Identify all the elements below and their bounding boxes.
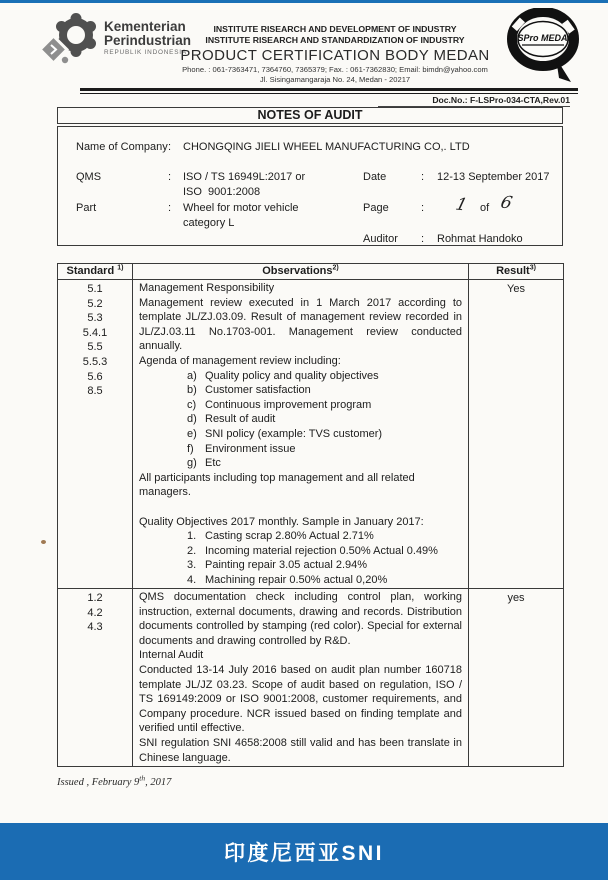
top-blue-bar <box>0 0 608 3</box>
list-item: b) Customer satisfaction <box>187 384 311 397</box>
list-item: 1. Casting scrap 2.80% Actual 2.71% <box>187 530 374 543</box>
lspro-medan-label: LSPro MEDAN <box>511 33 575 43</box>
qms-label: QMS <box>76 171 102 183</box>
standard-clause: 5.6 <box>87 370 103 383</box>
standard-clause: 4.2 <box>87 606 103 619</box>
observations-header-footnote: 2) <box>332 264 339 272</box>
page-of-text: of <box>480 202 490 214</box>
issued-date-line <box>57 773 172 788</box>
institute-line2: INSTITUTE RISEARCH AND STANDARDIZATION OF INDUSTRY <box>205 35 465 45</box>
list-item: c) Continuous improvement program <box>187 398 372 411</box>
standard-clause: 5.1 <box>87 283 103 295</box>
standard-clause: 1.2 <box>87 592 103 604</box>
standard-clause: 5.5.3 <box>82 355 108 368</box>
scan-artifact <box>41 540 46 544</box>
letterhead-center <box>168 24 502 84</box>
date-label: Date <box>363 171 387 183</box>
blank-line <box>139 500 462 515</box>
auditor-value: Rohmat Handoko <box>437 233 523 245</box>
issued-prefix: Issued , February 9 <box>57 777 140 788</box>
page-title: NOTES OF AUDIT <box>257 108 363 122</box>
ministry-name-line2: Perindustrian <box>104 32 192 48</box>
observations-column-header <box>133 264 469 279</box>
observation-text: Internal Audit <box>139 649 204 662</box>
observation-text: QMS documentation check including control plan, working instruction, external documents, drawing and records. Distribution documents controlled by stamping (red color). Special for external documents and drawing controlled by R&D. <box>139 591 462 647</box>
observations-cell <box>133 589 469 766</box>
doc-number: Doc.No.: F-LSPro-034-CTA,Rev.01 <box>378 95 570 107</box>
standard-header-label: Standard <box>66 265 115 277</box>
institute-line1: INSTITUTE RISEARCH AND DEVELOPMENT OF INDUSTRY <box>213 24 457 34</box>
address-line: Jl. Sisingamangaraja No. 24, Medan - 20217 <box>259 74 411 84</box>
issued-suffix: , 2017 <box>145 777 172 788</box>
table-row <box>58 279 563 588</box>
audit-table <box>57 263 564 767</box>
standard-column-header <box>58 264 133 279</box>
audit-info-box <box>57 126 563 246</box>
list-item: 3. Painting repair 3.05 actual 2.94% <box>187 559 368 572</box>
page-label: Page <box>363 202 389 214</box>
issued-ordinal: th <box>139 773 146 783</box>
header-divider <box>80 88 578 94</box>
list-item: d) Result of audit <box>187 413 276 426</box>
list-item: 4. Machining repair 0.50% actual 0,20% <box>187 573 388 586</box>
colon: : <box>168 141 172 153</box>
list-item: g) Etc <box>187 457 221 470</box>
observation-text: Management review executed in 1 March 2017 according to template JL/ZJ.03.09. Result of management review recorded in JL/ZJ.03.11 No.1703-001. Management review conducted annually. <box>139 296 462 353</box>
handwritten-page-current: 1 <box>453 194 470 216</box>
standard-clause: 5.3 <box>87 312 103 325</box>
list-item: 2. Incoming material rejection 0.50% Actual 0.49% <box>187 544 438 557</box>
qms-value-line1: ISO / TS 16949L:2017 or <box>183 171 306 183</box>
company-value: CHONGQING JIELI WHEEL MANUFACTURING CO,. LTD <box>183 141 470 153</box>
standard-clause: 5.2 <box>87 297 103 310</box>
colon: : <box>168 171 172 183</box>
certification-body-name: PRODUCT CERTIFICATION BODY MEDAN <box>180 47 490 64</box>
colon: : <box>421 202 425 214</box>
date-value: 12-13 September 2017 <box>437 171 550 183</box>
result-header-footnote: 3) <box>529 264 536 272</box>
banner-caption: 印度尼西亚SNI <box>223 841 384 865</box>
observation-text: All participants including top management and all related managers. <box>139 471 415 499</box>
handwritten-page-total: 6 <box>498 192 515 214</box>
standard-clause: 4.3 <box>87 621 103 634</box>
standard-header-footnote: 1) <box>117 264 124 272</box>
ministry-subtitle: REPUBLIK INDONESIA <box>104 49 187 56</box>
result-column-header <box>469 264 563 279</box>
list-item: f) Environment issue <box>187 442 296 455</box>
part-label: Part <box>76 202 97 214</box>
result-cell: Yes <box>507 283 525 295</box>
result-cell: yes <box>507 592 525 604</box>
observation-text: Agenda of management review including: <box>139 354 341 367</box>
document-title-box <box>57 107 563 124</box>
table-row <box>58 588 563 766</box>
ministry-gear-logo <box>38 12 102 70</box>
list-item <box>139 587 462 588</box>
ministry-name-line1: Kementerian <box>104 19 186 34</box>
standard-clauses-cell <box>58 280 133 588</box>
colon: : <box>421 171 425 183</box>
observation-text: Quality Objectives 2017 monthly. Sample in January 2017: <box>139 515 424 528</box>
standard-clause: 8.5 <box>87 385 103 398</box>
part-value-line2: category L <box>183 217 235 229</box>
observation-text: Conducted 13-14 July 2016 based on audit plan number 160718 template JL/JZ 03.23. Scope of audit based on regulation, ISO / TS 169149:2009 or ISO 9001:2008, customer requirements, and Company procedure. NCR issued based on finding template and verified until effective. <box>139 663 462 735</box>
bottom-banner <box>0 823 608 880</box>
contact-line: Phone. : 061-7363471, 7364760, 7365379; Fax. : 061-7362830; Email: bimdn@yahoo.com <box>182 65 488 74</box>
colon: : <box>168 202 172 214</box>
lspro-medan-logo <box>505 8 585 86</box>
standard-clause: 5.5 <box>87 341 103 354</box>
standard-clauses-cell <box>58 589 133 766</box>
observations-header-label: Observations <box>262 265 333 277</box>
observations-cell <box>133 280 469 588</box>
table-header-row <box>58 264 563 279</box>
result-header-label: Result <box>496 265 530 277</box>
company-label: Name of Company <box>76 141 168 153</box>
auditor-label: Auditor <box>363 233 398 245</box>
list-item: a) Quality policy and quality objectives <box>187 369 379 382</box>
list-item: e) SNI policy (example: TVS customer) <box>187 427 383 440</box>
standard-clause: 5.4.1 <box>82 326 108 339</box>
part-value-line1: Wheel for motor vehicle <box>183 202 299 214</box>
observation-text: Management Responsibility <box>139 282 275 294</box>
colon: : <box>421 233 425 245</box>
qms-value-line2: ISO 9001:2008 <box>183 186 261 198</box>
observation-text: SNI regulation SNI 4658:2008 still valid and has been translate in Chinese language. <box>139 736 462 764</box>
